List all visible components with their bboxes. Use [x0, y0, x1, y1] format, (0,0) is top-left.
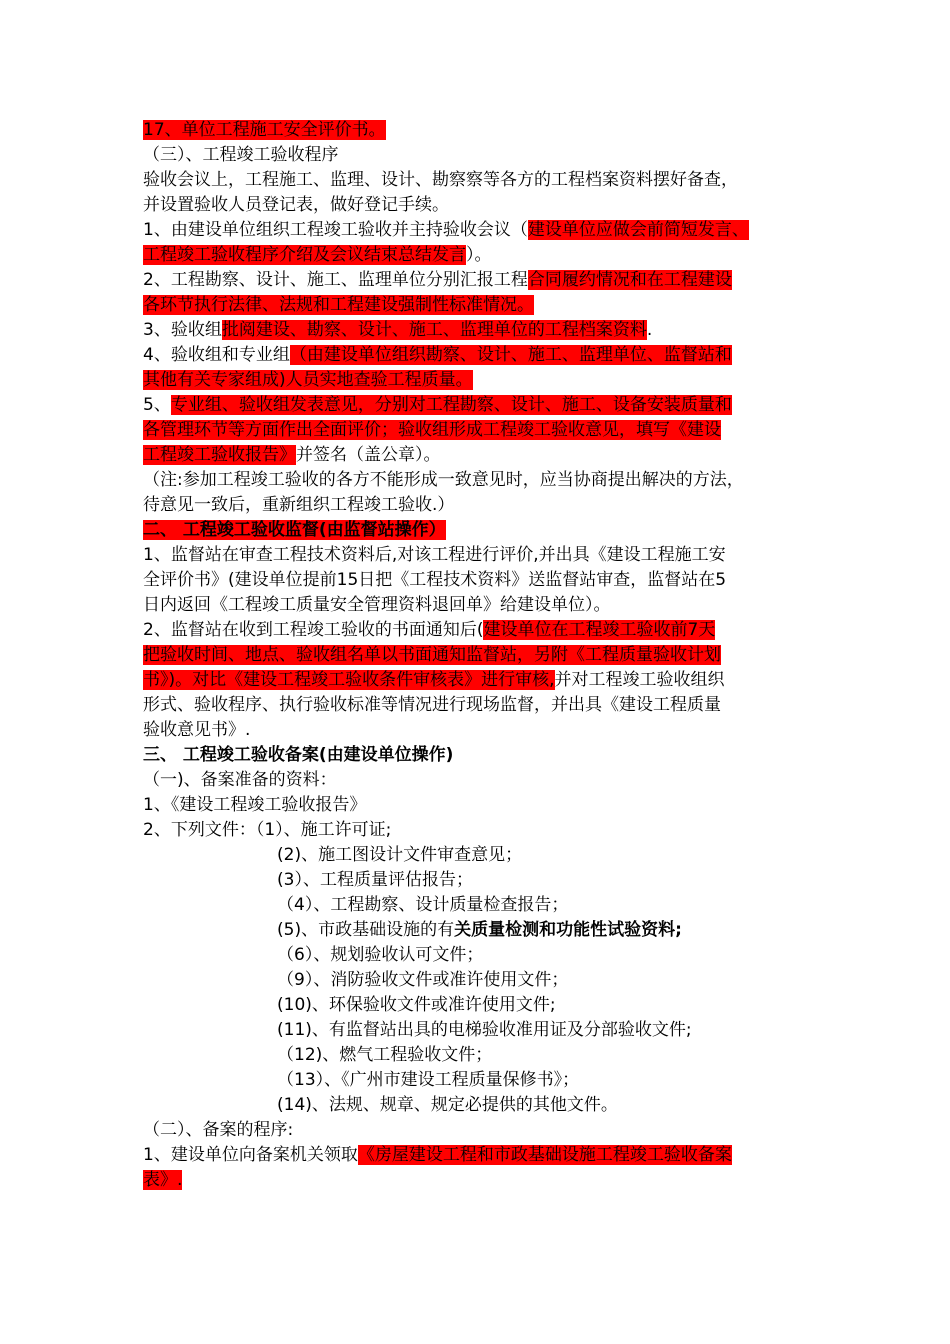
text-line	[143, 718, 823, 743]
text-segment: (5)、市政基础设施的有	[277, 920, 455, 940]
text-line	[143, 1093, 823, 1118]
text-segment: （一)、备案准备的资料：	[143, 770, 337, 790]
text-segment: 并签名（盖公章）。	[296, 445, 441, 465]
text-segment: 1、建设单位向备案机关领取	[143, 1145, 358, 1165]
text-segment: 并对工程竣工验收组织	[554, 670, 725, 690]
text-line	[143, 918, 823, 943]
highlighted-text: 工程竣工验收程序介绍及会议结束总结发言	[143, 245, 466, 265]
text-segment: （9）、消防验收文件或准许使用文件；	[277, 970, 569, 990]
text-segment: （二）、备案的程序:	[143, 1120, 294, 1140]
highlighted-text: 各管理环节等方面作出全面评价；验收组形成工程竣工验收意见，填写《建设	[143, 420, 721, 440]
text-segment: 2、监督站在收到工程竣工验收的书面通知后(	[143, 620, 484, 640]
text-line	[143, 643, 823, 668]
text-line	[143, 443, 823, 468]
text-line	[143, 468, 823, 493]
highlighted-text: 二、 工程竣工验收监督(由监督站操作）	[143, 520, 446, 540]
text-segment: 1、由建设单位组织工程竣工验收并主持验收会议（	[143, 220, 528, 240]
text-segment: 关质量检测和功能性试验资料;	[454, 920, 682, 940]
highlighted-text: （由建设单位组织勘察、设计、施工、监理单位、监督站和	[289, 345, 732, 365]
text-line	[143, 1018, 823, 1043]
text-line	[143, 1068, 823, 1093]
text-segment: 并设置验收人员登记表，做好登记手续。	[143, 195, 449, 215]
text-line	[143, 743, 823, 768]
text-line	[143, 343, 823, 368]
text-segment: 验收意见书》.	[143, 720, 251, 740]
text-line	[143, 943, 823, 968]
highlighted-text: 书》)。对比《建设工程竣工验收条件审核表》进行审核,	[143, 670, 555, 690]
text-line	[143, 1118, 823, 1143]
text-line	[143, 143, 823, 168]
highlighted-text: 合同履约情况和在工程建设	[527, 270, 732, 290]
text-segment: （12)、燃气工程验收文件；	[277, 1045, 493, 1065]
text-line	[143, 1143, 823, 1168]
text-segment: (11)、有监督站出具的电梯验收准用证及分部验收文件;	[277, 1020, 692, 1040]
highlighted-text: 表》.	[143, 1170, 183, 1190]
text-segment: (10)、环保验收文件或准许使用文件;	[277, 995, 556, 1015]
highlighted-text: 17、单位工程施工安全评价书。	[143, 120, 386, 140]
text-line	[143, 843, 823, 868]
text-segment: （6）、规划验收认可文件；	[277, 945, 484, 965]
text-segment: （注:参加工程竣工验收的各方不能形成一致意见时，应当协商提出解决的方法，	[143, 470, 744, 490]
text-segment: （三）、工程竣工验收程序	[143, 145, 339, 165]
text-segment: 5、	[143, 395, 171, 415]
text-line	[143, 1168, 823, 1193]
text-line	[143, 968, 823, 993]
text-line	[143, 318, 823, 343]
text-segment: 三、 工程竣工验收备案(由建设单位操作)	[143, 745, 454, 765]
text-segment: 4、验收组和专业组	[143, 345, 290, 365]
highlighted-text: 工程竣工验收报告》	[143, 445, 296, 465]
text-segment: 全评价书》(建设单位提前15日把《工程技术资料》送监督站审查，监督站在5	[143, 570, 727, 590]
text-segment: 验收会议上，工程施工、监理、设计、勘察察等各方的工程档案资料摆好备查，	[143, 170, 738, 190]
text-segment: 1、监督站在审查工程技术资料后,对该工程进行评价,并出具《建设工程施工安	[143, 545, 726, 565]
text-segment: 3、验收组	[143, 320, 222, 340]
text-line	[143, 193, 823, 218]
text-segment: 待意见一致后，重新组织工程竣工验收.）	[143, 495, 455, 515]
text-line	[143, 543, 823, 568]
text-segment: .	[646, 320, 653, 340]
highlighted-text: 各环节执行法律、法规和工程建设强制性标准情况。	[143, 295, 534, 315]
highlighted-text: 把验收时间、地点、验收组名单以书面通知监督站，另附《工程质量验收计划	[143, 645, 721, 665]
text-line	[143, 693, 823, 718]
highlighted-text: 《房屋建设工程和市政基础设施工程竣工验收备案	[357, 1145, 732, 1165]
highlighted-text: 专业组、验收组发表意见，分别对工程勘察、设计、施工、设备安装质量和	[170, 395, 732, 415]
text-line	[143, 593, 823, 618]
text-line	[143, 493, 823, 518]
text-line	[143, 993, 823, 1018]
highlighted-text: 其他有关专家组成)人员实地查验工程质量。	[143, 370, 473, 390]
text-line	[143, 568, 823, 593]
text-line	[143, 243, 823, 268]
text-segment: ）。	[466, 245, 492, 265]
text-line	[143, 218, 823, 243]
text-segment: 日内返回《工程竣工质量安全管理资料退回单》给建设单位）。	[143, 595, 611, 615]
text-line	[143, 293, 823, 318]
text-line	[143, 393, 823, 418]
text-line	[143, 618, 823, 643]
text-line	[143, 768, 823, 793]
text-segment: 1、《建设工程竣工验收报告》	[143, 795, 367, 815]
text-line	[143, 118, 823, 143]
text-line	[143, 368, 823, 393]
text-segment: (2)、施工图设计文件审查意见；	[277, 845, 523, 865]
text-line	[143, 518, 823, 543]
text-line	[143, 793, 823, 818]
text-segment: 2、工程勘察、设计、施工、监理单位分别汇报工程	[143, 270, 528, 290]
text-segment: (14)、法规、规章、规定必提供的其他文件。	[277, 1095, 618, 1115]
document-page	[143, 118, 823, 1193]
text-segment: （13）、《广州市建设工程质量保修书》；	[277, 1070, 580, 1090]
text-line	[143, 268, 823, 293]
text-line	[143, 168, 823, 193]
text-line	[143, 818, 823, 843]
text-segment: 形式、验收程序、执行验收标准等情况进行现场监督，并出具《建设工程质量	[143, 695, 721, 715]
text-line	[143, 418, 823, 443]
text-segment: 2、下列文件：（1）、施工许可证;	[143, 820, 392, 840]
highlighted-text: 建设单位应做会前简短发言、	[527, 220, 749, 240]
highlighted-text: 建设单位在工程竣工验收前7天	[483, 620, 716, 640]
text-segment: (3）、工程质量评估报告；	[277, 870, 473, 890]
text-line	[143, 893, 823, 918]
text-segment: （4）、工程勘察、设计质量检查报告；	[277, 895, 569, 915]
text-line	[143, 668, 823, 693]
highlighted-text: 批阅建设、勘察、设计、施工、监理单位的工程档案资料	[221, 320, 647, 340]
text-line	[143, 868, 823, 893]
text-line	[143, 1043, 823, 1068]
